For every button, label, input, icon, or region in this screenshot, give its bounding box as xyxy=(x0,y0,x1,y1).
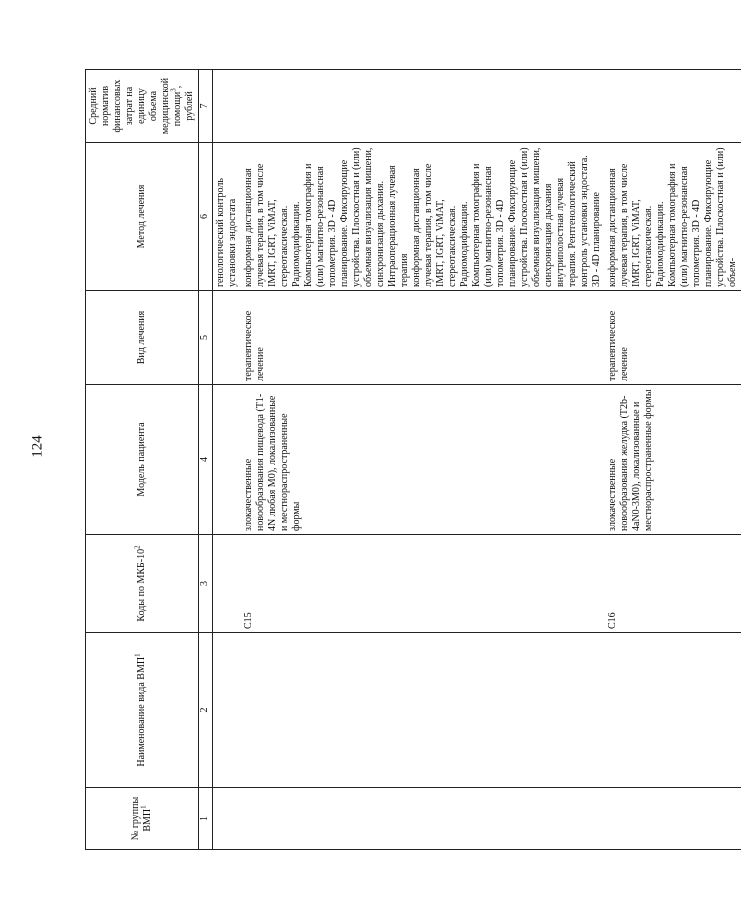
cell-patient-model: злокачественные новообразования желудка (Т2b-4aN0-3M0), локализованные и местнораспространенные формы xyxy=(605,385,741,535)
method-paragraph: конформная дистанционная лучевая терапия, в том числе IMRT, IGRT, ViMAT, стереотаксическая. Радиомодификация. Компьютерная томография и (или) магнитно-резонансная топометрия. 3D - 4D планирование. Фиксирующие устройства. Плоскостная и (или) объемная визуализация мишени, синхронизация дыхания xyxy=(411,147,554,287)
cell-treatment-type: терапевтическое лечение xyxy=(241,291,605,385)
column-number: 1 xyxy=(199,788,213,850)
cell-icd-code xyxy=(213,535,242,633)
rotated-table-container xyxy=(85,70,738,850)
page-number: 124 xyxy=(29,435,46,458)
cell-patient-model xyxy=(213,385,242,535)
header-icd-codes: Коды по МКБ-$10^2$ xyxy=(86,535,199,633)
cell-vmp-name xyxy=(213,633,242,788)
cell-patient-model: злокачественные новообразования пищевода (Т1-4N любая М0), локализованные и местнораспространенные формы xyxy=(241,385,605,535)
column-number: 6 xyxy=(199,143,213,291)
method-paragraph: внутриполостная лучевая терапия. Рентгенологический контроль установки эндостата. 3D - 4D планирование xyxy=(555,155,602,287)
cell-vmp-name xyxy=(605,633,741,788)
column-number: 2 xyxy=(199,633,213,788)
column-number: 7 xyxy=(199,70,213,143)
cell-treatment-type xyxy=(213,291,242,385)
vmp-table xyxy=(85,69,741,850)
cell-icd-code: С15 xyxy=(241,535,605,633)
column-number: 3 xyxy=(199,535,213,633)
cell-cost xyxy=(213,70,242,143)
table-row xyxy=(213,70,242,850)
table-row xyxy=(241,70,605,850)
cell-group xyxy=(241,788,605,850)
table-row xyxy=(605,70,741,850)
cell-cost xyxy=(605,70,741,143)
method-paragraph: генологический контроль установки эндостата xyxy=(215,178,238,287)
header-cost: Средний норматив финансовых затрат на единицу объема медицинской помощи$^3$, рублей xyxy=(86,70,199,143)
method-paragraph: конформная дистанционная лучевая терапия, в том числе IMRT, IGRT, ViMAT, стереотаксическая. Радиомодификация. Компьютерная томография и (или) магнитно-резонансная топометрия. 3D - 4D планирование. Фиксирующие устройства. Плоскостная и (или) объем- xyxy=(607,147,738,287)
cell-treatment-type: терапевтическое лечение xyxy=(605,291,741,385)
cell-treatment-method xyxy=(605,143,741,291)
column-number: 4 xyxy=(199,385,213,535)
header-treatment-type: Вид лечения xyxy=(86,291,199,385)
header-row xyxy=(86,70,199,850)
header-treatment-method: Метод лечения xyxy=(86,143,199,291)
header-patient-model: Модель пациента xyxy=(86,385,199,535)
cell-cost xyxy=(241,70,605,143)
cell-group xyxy=(213,788,242,850)
column-number-row xyxy=(199,70,213,850)
cell-vmp-name xyxy=(241,633,605,788)
header-group: № группы ВМП$^1$ xyxy=(86,788,199,850)
cell-treatment-method xyxy=(213,143,242,291)
cell-group xyxy=(605,788,741,850)
cell-icd-code: С16 xyxy=(605,535,741,633)
header-vmp-name: Наименование вида ВМП$^1$ xyxy=(86,633,199,788)
column-number: 5 xyxy=(199,291,213,385)
cell-treatment-method xyxy=(241,143,605,291)
method-paragraph: конформная дистанционная лучевая терапия, в том числе IMRT, IGRT, ViMAT, стереотаксическая. Радиомодификация. Компьютерная томография и (или) магнитно-резонансная топометрия. 3D - 4D планирование. Фиксирующие устройства. Плоскостная и (или) объемная визуализация мишени, синхронизация дыхания. Интраоперационная лучевая терапия xyxy=(243,147,410,287)
